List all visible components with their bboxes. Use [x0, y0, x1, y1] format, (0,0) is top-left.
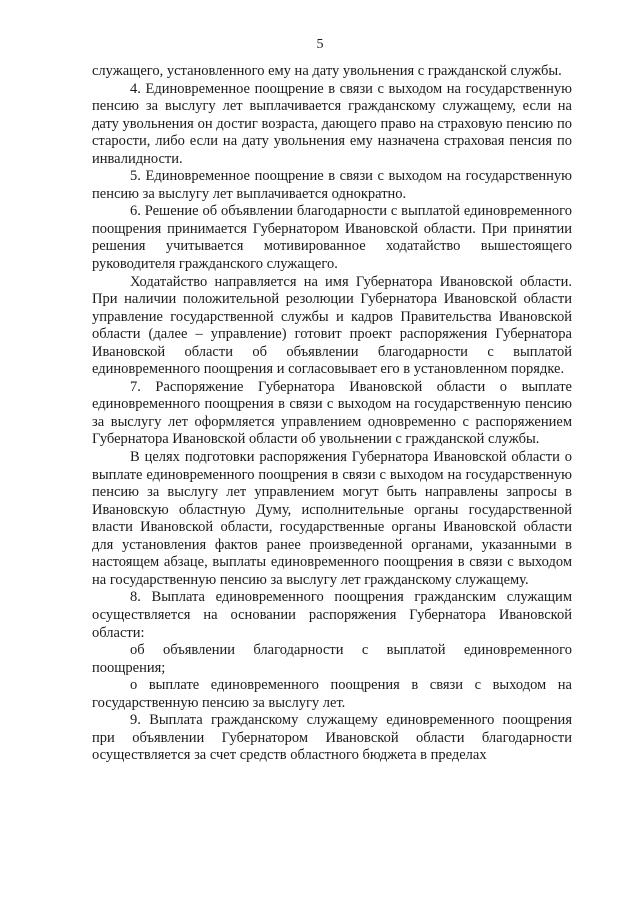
paragraph: 6. Решение об объявлении благодарности с выплатой единовременного поощрения принимается Губернатором Ивановской области. При принятии решения учитывается мотивированное ходатайство вышестоящего руководителя гражданского служащего. — [92, 203, 572, 273]
paragraph: 7. Распоряжение Губернатора Ивановской области о выплате единовременного поощрения в связи с выходом на государственную пенсию за выслугу лет оформляется управлением одновременно с распоряжением Губернатора Ивановской области об увольнении с гражданской службы. — [92, 378, 572, 448]
paragraph: о выплате единовременного поощрения в связи с выходом на государственную пенсию за выслугу лет. — [92, 677, 572, 711]
paragraph: 9. Выплата гражданскому служащему единовременного поощрения при объявлении Губернатором Ивановской области благодарности осуществляется за счет средств областного бюджета в пределах — [92, 712, 572, 764]
paragraph: Ходатайство направляется на имя Губернатора Ивановской области. При наличии положительной резолюции Губернатора Ивановской области управление государственной службы и кадров Правительства Ивановской области (далее – управление) готовит проект распоряжения Губернатора Ивановской области об объявлении благодарности с выплатой единовременного поощрения и согласовывает его в установленном порядке. — [92, 273, 572, 378]
paragraph: 4. Единовременное поощрение в связи с выходом на государственную пенсию за выслугу лет выплачивается гражданскому служащему, если на дату увольнения он достиг возраста, дающего право на страховую пенсию по старости, либо если на дату увольнения ему назначена страховая пенсия по инвалидности. — [92, 80, 572, 167]
paragraph: В целях подготовки распоряжения Губернатора Ивановской области о выплате единовременного поощрения в связи с выходом на государственную пенсию за выслугу лет управлением могут быть направлены запросы в Ивановскую областную Думу, исполнительные органы государственной власти Ивановской области, государственные органы Ивановской области для установления фактов ранее произведенной органами, указанными в настоящем абзаце, выплаты единовременного поощрения в связи с выходом на государственную пенсию за выслугу лет гражданскому служащему. — [92, 449, 572, 588]
page-number: 5 — [316, 37, 324, 52]
paragraph: 8. Выплата единовременного поощрения гражданским служащим осуществляется на основании распоряжения Губернатора Ивановской области: — [92, 589, 572, 641]
paragraph: об объявлении благодарности с выплатой единовременного поощрения; — [92, 642, 572, 676]
document-body — [92, 63, 572, 765]
paragraph: 5. Единовременное поощрение в связи с выходом на государственную пенсию за выслугу лет выплачивается однократно. — [92, 168, 572, 202]
paragraph: служащего, установленного ему на дату увольнения с гражданской службы. — [92, 63, 562, 79]
